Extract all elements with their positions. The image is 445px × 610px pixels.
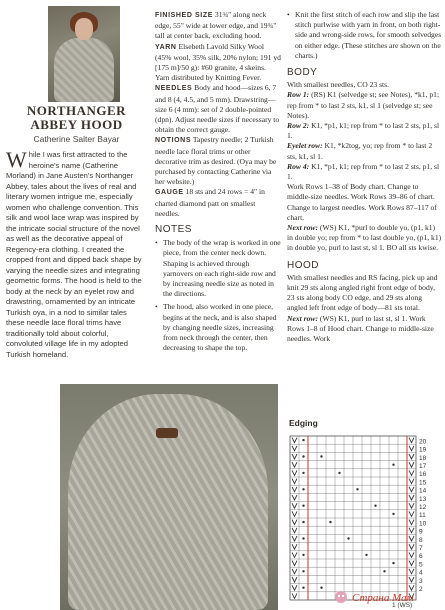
body-line: Row 1: (RS) K1 (selvedge st; see Notes), *k1, p1; rep from * to last 2 sts, k1, sl 1 (selvedge st; see Notes).: [287, 90, 440, 120]
note-item: • The body of the wrap is worked in one piece, from the center neck down. Shaping is achieved through yarnovers on each right-side row and by increasing needle size as noted in the directions.: [155, 238, 281, 299]
row-label: 14: [419, 487, 427, 495]
body-line: Next row: (WS) K1, *purl to double yo, (p1, k1) in double yo; rep from * to last double yo, (p1, k1) in double yo, purl to last st, sl 1. BO all sts kwise.: [287, 223, 442, 253]
edging-chart: [284, 418, 444, 610]
row-label: 17: [419, 462, 427, 470]
edging-chart-grid: [284, 428, 444, 610]
drop-cap: W: [6, 147, 27, 172]
body-line: Row 4: K1, *p1, k1; rep from * to last 2 sts, p1, sl 1.: [287, 161, 440, 182]
spec-finished-size: FINISHED SIZE 31¾" along neck edge, 55" wide at lower edge, and 19¾" tall at center back, excluding hood.: [155, 10, 277, 41]
watermark-text: Страна Мам: [352, 592, 414, 604]
row-label: 20: [419, 438, 427, 446]
specs-column: [155, 10, 281, 357]
hood-line: Next row: (WS) K1, purl to last st, sl 1. Work Rows 1–8 of Hood chart. Change to middle-size needles. Work: [287, 313, 434, 344]
pattern-author: Catherine Salter Bayar: [33, 134, 120, 144]
note-item: • The hood, also worked in one piece, begins at the neck, and is also shaped by changing needle sizes, increasing from neck through the center, then decreasing to shape the top.: [155, 302, 281, 353]
row-label: 15: [419, 479, 427, 487]
row-label: 18: [419, 454, 427, 462]
row-label: 4: [419, 569, 423, 577]
row-label: 1 (WS): [392, 602, 413, 609]
hood-line: With smallest needles and RS facing, pick up and knit 29 sts along angled right front edge of body, 23 sts along body CO edge, and 29 sts along angled left front edge of body—81 sts total.: [287, 272, 438, 313]
row-label: 7: [419, 544, 423, 552]
row-label: 19: [419, 446, 427, 454]
row-label: 2: [419, 585, 423, 593]
title-line-2: ABBEY HOOD: [30, 117, 123, 132]
row-label: 9: [419, 528, 423, 536]
spec-yarn: YARN Elsebeth Lavold Silky Wool (45% wool, 35% silk, 20% nylon; 191 yd [175 m]/50 g): #60 granite, 4 skeins. Yarn distributed by Knitting Fever.: [155, 41, 281, 83]
body-heading: BODY: [287, 67, 318, 79]
row-label: 3: [419, 577, 423, 585]
row-label: 16: [419, 471, 427, 479]
model-photo-large: [60, 384, 278, 610]
spec-notions: NOTIONS Tapestry needle; 2 Turkish needle lace floral trims or other decorative trim as desired. (Oya may be purchased by contacting Catherine via her website.): [155, 135, 277, 187]
model-photo-small: [48, 6, 120, 102]
specs-list: [155, 10, 281, 219]
spec-gauge: GAUGE 18 sts and 24 rows = 4" in charted diamond patt on smallest needles.: [155, 187, 265, 218]
title-line-1: NORTHANGER: [26, 103, 127, 118]
row-label: 12: [419, 503, 427, 511]
body-line: With smallest needles, CO 23 sts.: [287, 80, 389, 90]
row-label: 5: [419, 561, 423, 569]
row-label: 6: [419, 553, 423, 561]
row-label: 11: [419, 512, 426, 520]
row-label: 8: [419, 536, 423, 544]
body-line: Eyelet row: K1, *k2tog, yo; rep from * to last 2 sts, k1, sl 1.: [287, 141, 433, 161]
spec-needles: NEEDLES Body and hood—sizes 6, 7 and 8 (4, 4.5, and 5 mm). Drawstring—size 6 (4 mm): set of 2 double-pointed (dpn). Adjust needle sizes if necessary to obtain the correct gauge.: [155, 83, 280, 135]
note-item-selvedge: • Knit the first stitch of each row and slip the last stitch purlwise with yarn in front, on both right-side and wrong-side rows, for smooth selvedges on either edge. (These stitches are shown on the charts.): [287, 10, 442, 61]
body-instructions: [287, 80, 442, 253]
body-line: Row 2: K1, *p1, k1; rep from * to last 2 sts, p1, sl 1.: [287, 121, 440, 141]
hood-instructions: [287, 273, 442, 344]
row-label: 10: [419, 520, 427, 528]
notes-section: [155, 225, 281, 353]
intro-text: hile I was first attracted to the heroine's name (Catherine Morland) in Jane Austen's Northanger Abbey, tales about the lives of real and literary women intrigue me, especially women who challenge convention. This silk and wool lace wrap was inspired by the intricate social structure of the novel as well as the decorative appeal of Regency-era clothing. I created the cropped front and dipped back shape by varying the needle sizes and integrating geometric forms. The hood is held to the body at the neck by an eyelet row and drawstring, ornamented by an intricate Turkish oya, in a nod to similar tales these needle lace floral trims have traditionally told about colorful, convoluted village life in my adopted Turkish homeland.: [6, 150, 142, 359]
notes-heading: NOTES: [155, 224, 192, 236]
hood-heading: HOOD: [287, 259, 319, 271]
instructions-column: [287, 10, 442, 344]
row-label: 13: [419, 495, 427, 503]
oya-trim-image: [156, 428, 178, 438]
body-line: Work Rows 1–38 of Body chart. Change to middle-size needles. Work Rows 39–86 of chart. Change to largest needles. Work Rows 87–117 of chart.: [287, 182, 437, 222]
chart-title: Edging: [289, 418, 318, 428]
pattern-title: [4, 104, 149, 132]
watermark-logo-icon: [334, 590, 348, 604]
intro-paragraph: [6, 147, 147, 360]
